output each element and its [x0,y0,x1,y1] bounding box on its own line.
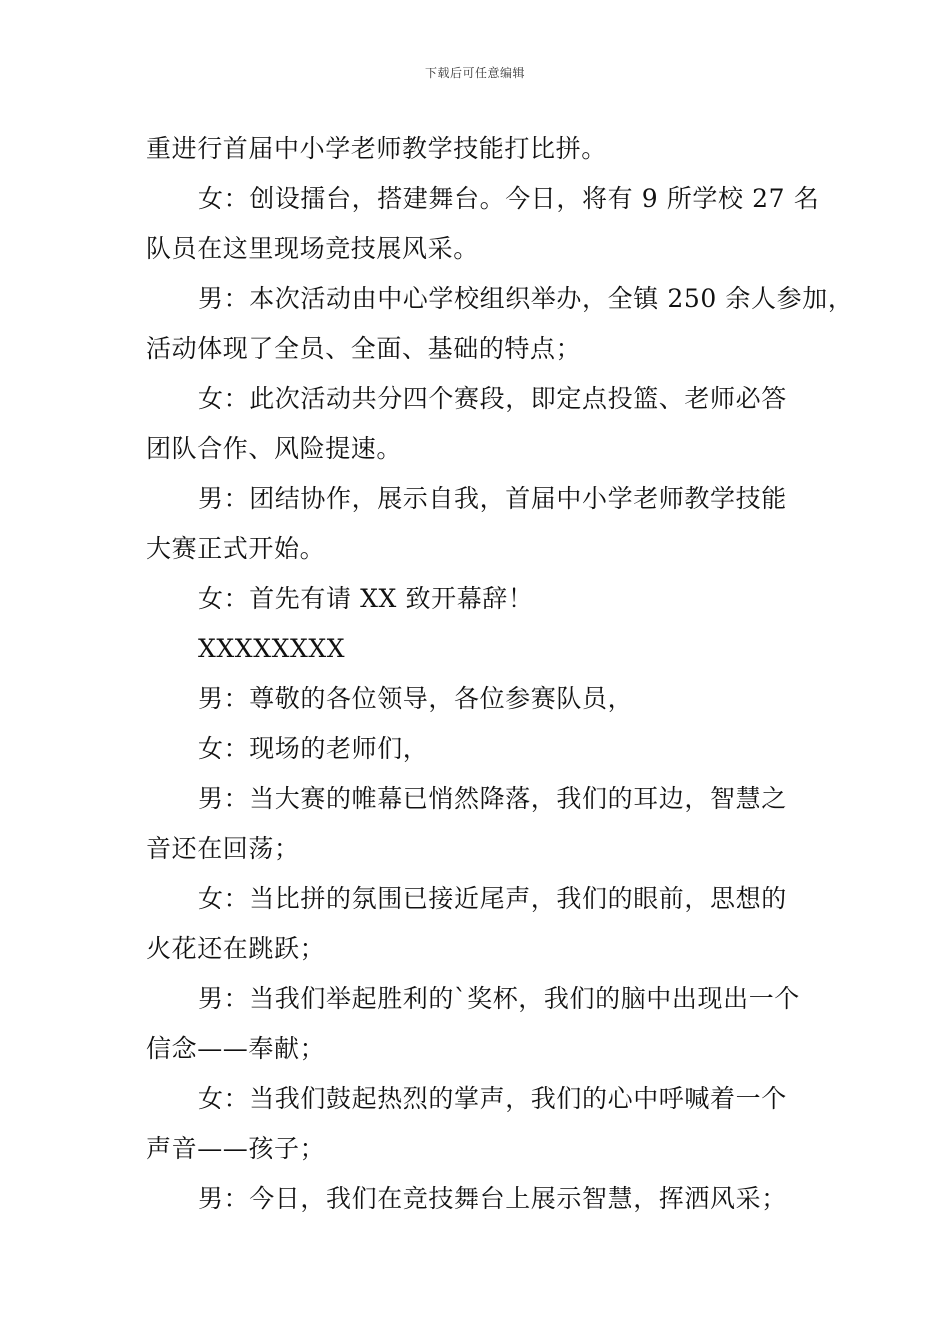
text-line: 男：团结协作，展示自我，首届中小学老师教学技能 [198,484,787,513]
text-line: 男：当我们举起胜利的`奖杯，我们的脑中出现出一个 [198,984,800,1013]
text-line: XXXXXXXX [198,634,346,663]
text-line: 女：当比拼的氛围已接近尾声，我们的眼前，思想的 [198,884,787,913]
text-line: 重进行首届中小学老师教学技能打比拼。 [146,134,607,163]
text-line: 音还在回荡； [146,834,300,863]
text-line: 火花还在跳跃； [146,934,326,963]
page-header: 下载后可任意编辑 [424,66,525,80]
text-line: 女：现场的老师们， [198,734,429,763]
text-line: 团队合作、风险提速。 [146,434,403,463]
text-line: 男：当大赛的帷幕已悄然降落，我们的耳边，智慧之 [198,784,787,813]
text-line: 女：当我们鼓起热烈的掌声，我们的心中呼喊着一个 [198,1084,787,1113]
text-line: 女：首先有请 XX 致开幕辞！ [198,584,534,613]
text-line: 信念——奉献； [146,1034,326,1063]
text-line: 女：此次活动共分四个赛段，即定点投篮、老师必答 [198,384,787,413]
text-line: 队员在这里现场竞技展风采。 [146,234,479,263]
text-line: 大赛正式开始。 [146,534,326,563]
text-line: 声音——孩子； [146,1134,326,1163]
text-line: 男：今日，我们在竞技舞台上展示智慧，挥洒风采； [198,1184,787,1213]
document-body [146,124,854,1224]
text-line: 活动体现了全员、全面、基础的特点； [146,334,582,363]
text-line: 男：尊敬的各位领导，各位参赛队员， [198,684,634,713]
text-line: 男：本次活动由中心学校组织举办，全镇 250 余人参加， [198,284,854,313]
text-line: 女：创设擂台，搭建舞台。今日，将有 9 所学校 27 名 [198,184,820,213]
